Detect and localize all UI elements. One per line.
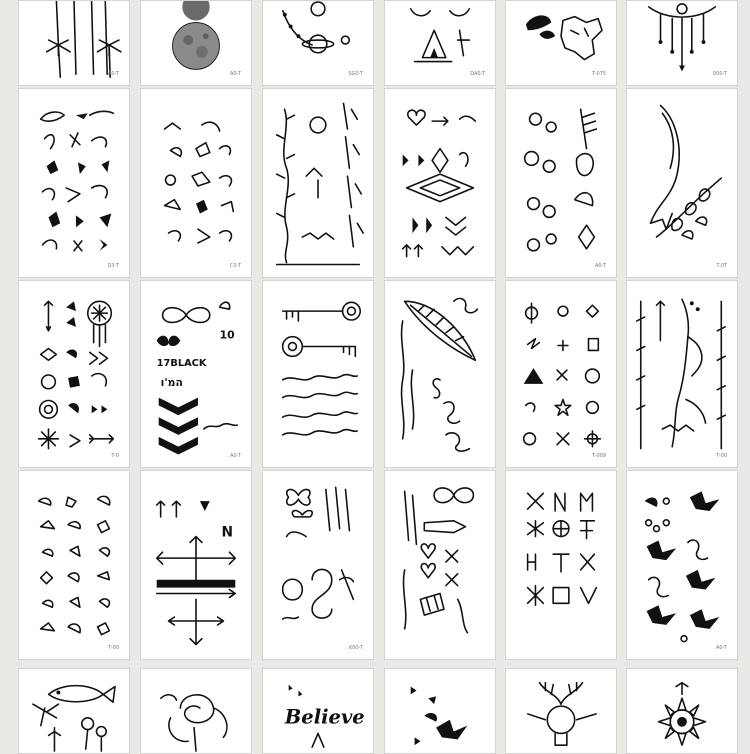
tattoo-sheet-sunflower — [626, 668, 738, 754]
sheet-code: SG0-T — [348, 71, 363, 77]
tattoo-sheet-zodiac-animals — [18, 470, 130, 660]
tattoo-sheet-vines-script — [262, 88, 374, 278]
sheet-believe-text: Believe — [284, 705, 365, 729]
tattoo-sheet-runes — [505, 470, 617, 660]
sheet-code: T-009 — [592, 453, 606, 459]
tattoo-sheet-dreamcatcher-arrows — [18, 280, 130, 468]
tattoo-sheet-whale-map — [505, 0, 617, 86]
sheet-code: A0-T — [229, 71, 241, 77]
sheet-code: T-0T — [716, 263, 727, 269]
sheet-code: C0-T — [229, 263, 241, 269]
tattoo-sheet-feathers-birds — [18, 88, 130, 278]
tattoo-sheet-small-animals — [140, 88, 252, 278]
tattoo-sheet-moon — [140, 0, 252, 86]
tattoo-sheet-pyramid — [384, 0, 496, 86]
tattoo-sheet-flock-birds — [384, 668, 496, 754]
tattoo-sheet-swallows — [626, 470, 738, 660]
sheet-code: T-00 — [716, 453, 727, 459]
tattoo-sheet-fox-branch — [626, 88, 738, 278]
tattoo-sheet-bows-infinity — [262, 470, 374, 660]
sheet-n-text: N — [221, 524, 234, 541]
sheet-code: A0-T — [229, 453, 241, 459]
tattoo-sheet-heart-arrows — [384, 88, 496, 278]
sheet-code: A0-T — [107, 71, 119, 77]
tattoo-sheet-flowers-fruit — [505, 88, 617, 278]
sheet-code: T-075 — [592, 71, 606, 77]
tattoo-sheet-symbols — [505, 280, 617, 468]
sheet-hebrew-text: המ'ו — [160, 375, 183, 389]
sheet-code: 000-T — [713, 71, 727, 77]
tattoo-sheet-infinity-chevrons — [140, 280, 252, 468]
sheet-code: K00-T — [348, 645, 363, 651]
tattoo-sheet-keys-script — [262, 280, 374, 468]
tattoo-sheet-feather-script — [384, 280, 496, 468]
tattoo-sheet-antlers-bulb — [505, 668, 617, 754]
sheet-code: DA0-T — [470, 71, 485, 77]
sheet-code: A0-T — [715, 645, 727, 651]
tattoo-sheet-dreamcatcher-chandelier — [626, 0, 738, 86]
sheet-ten-text: 10 — [219, 328, 235, 342]
tattoo-sheet-believe — [262, 668, 374, 754]
sheet-code: T-0 — [111, 453, 119, 459]
tattoo-sheet-hands-hearts — [384, 470, 496, 660]
tattoo-sheet-arrows-n — [140, 470, 252, 660]
tattoo-sheet-fish-flowers — [18, 668, 130, 754]
sheet-code: T-00 — [108, 645, 119, 651]
sheet-black-text: 17BLACK — [156, 358, 207, 370]
tattoo-sheet-palm-trees — [18, 0, 130, 86]
sheet-code: A0-T — [594, 263, 606, 269]
sheet-code: D3-T — [107, 263, 119, 269]
tattoo-sheet-hand-lines — [626, 280, 738, 468]
tattoo-sheet-rose — [140, 668, 252, 754]
tattoo-sheet-planets — [262, 0, 374, 86]
